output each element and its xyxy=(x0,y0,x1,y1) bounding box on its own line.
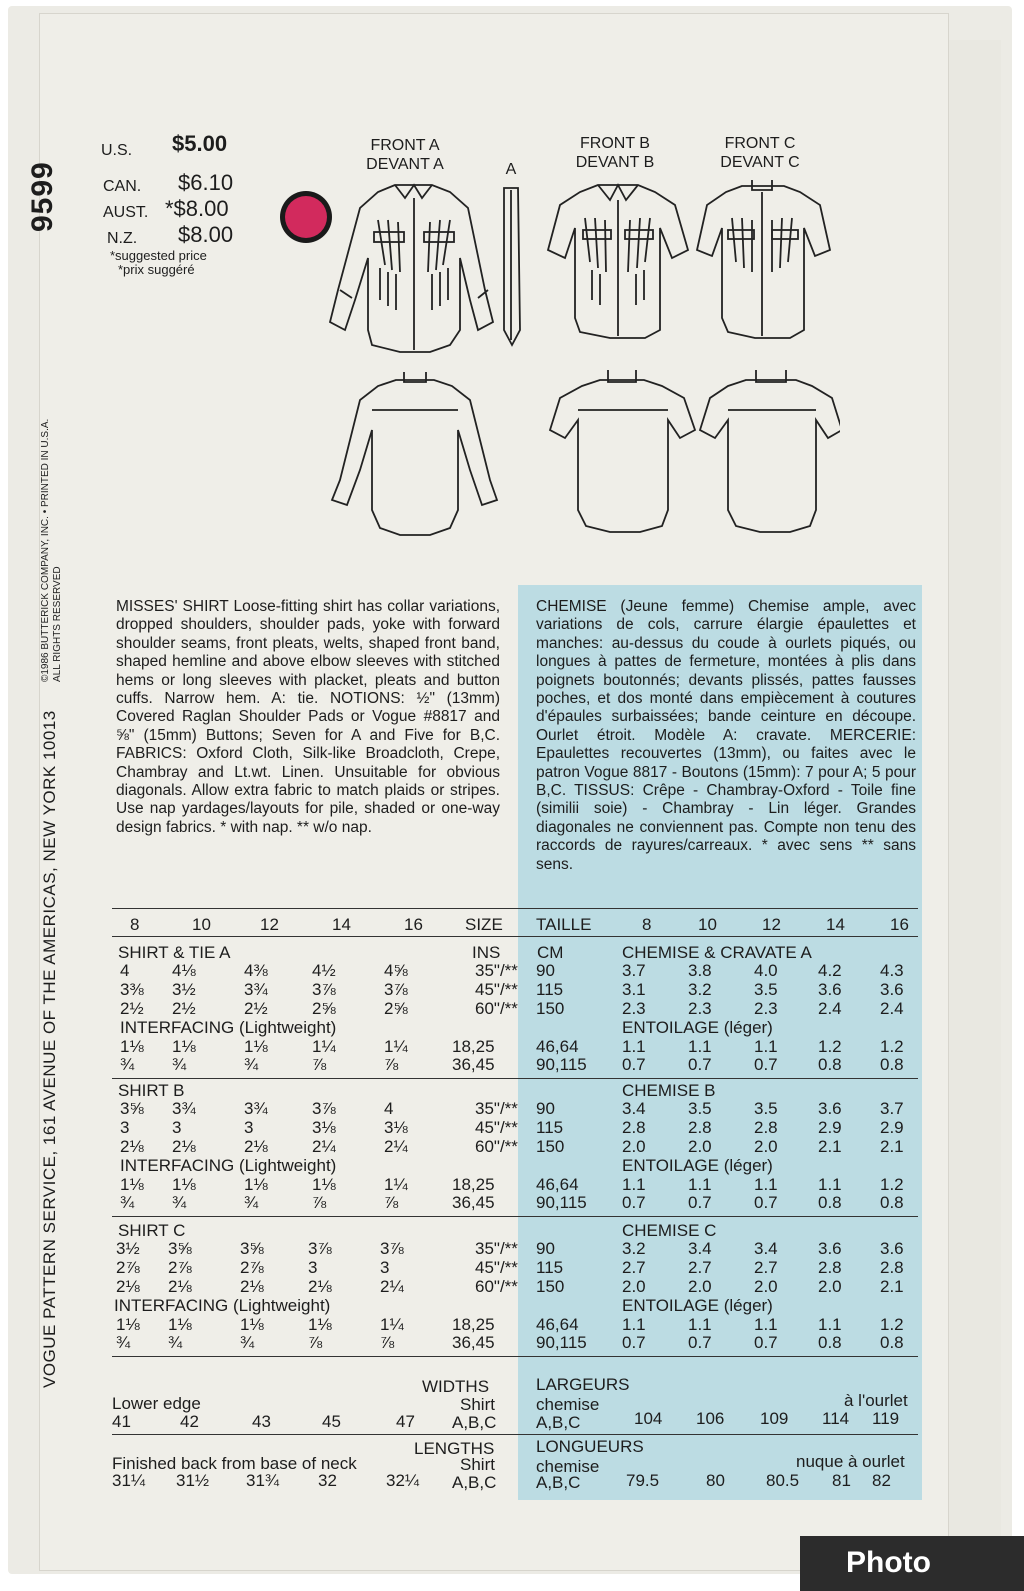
taille-label: TAILLE xyxy=(536,915,592,934)
interfacing-label: INTERFACING (Lightweight) xyxy=(120,1156,337,1175)
width-metric: 106 xyxy=(696,1409,725,1428)
tissus-label: TISSUS: xyxy=(574,782,635,800)
publisher-line: VOGUE PATTERN SERVICE, 161 AVENUE OF THE AMERICAS, NEW YORK 10013 xyxy=(40,710,59,1388)
fabric-width-cm: 150 xyxy=(536,1137,565,1156)
interfacing-value: 1⅛ xyxy=(120,1175,144,1194)
lengths-views: A,B,C xyxy=(452,1473,497,1492)
yardage-value: 3¾ xyxy=(172,1099,196,1118)
width-metric: 114 xyxy=(822,1409,850,1428)
yardage-value: 4⅜ xyxy=(244,961,268,980)
interfacing-width-cm: 90,115 xyxy=(536,1193,587,1212)
interfacing-value: ¾ xyxy=(116,1333,131,1352)
yardage-metric: 2.9 xyxy=(880,1118,904,1137)
fabric-width-cm: 90 xyxy=(536,1099,555,1118)
interfacing-metric: 0.8 xyxy=(818,1055,842,1074)
length-metric: 81 xyxy=(832,1471,851,1490)
interfacing-metric: 1.2 xyxy=(880,1037,904,1056)
fabric-width-cm: 90 xyxy=(536,961,555,980)
yardage-value: 3⅞ xyxy=(312,1099,336,1118)
interfacing-value: 1⅛ xyxy=(120,1037,144,1056)
interfacing-value: 1⅛ xyxy=(172,1037,196,1056)
interfacing-value: ¾ xyxy=(120,1055,135,1074)
yardage-metric: 3.7 xyxy=(880,1099,904,1118)
yardage-metric: 3.6 xyxy=(818,980,842,999)
interfacing-metric: 1.1 xyxy=(622,1175,646,1194)
interfacing-metric: 1.2 xyxy=(880,1315,904,1334)
fabric-width-cm: 115 xyxy=(536,980,564,999)
yardage-metric: 2.1 xyxy=(880,1137,904,1156)
width-value: 47 xyxy=(396,1412,415,1431)
interfacing-metric: 1.1 xyxy=(622,1037,646,1056)
fabric-width-in: 45"/** xyxy=(475,980,518,999)
yardage-metric: 2.4 xyxy=(818,999,842,1018)
yardage-metric: 3.1 xyxy=(622,980,646,999)
interfacing-metric: 1.1 xyxy=(818,1175,842,1194)
price-aust-label: AUST. xyxy=(103,204,149,221)
section-label-fr: CHEMISE C xyxy=(622,1221,717,1240)
interfacing-metric: 1.1 xyxy=(622,1315,646,1334)
notions-text: ½" (13mm) Covered Raglan Shoulder Pads or Vogue #8817 and ⅝" (15mm) Buttons; Seven for A and Five for B,C. xyxy=(116,690,501,744)
interfacing-metric: 1.1 xyxy=(754,1037,778,1056)
yardage-value: 3⅛ xyxy=(312,1118,336,1137)
yardage-value: 2⅛ xyxy=(120,1137,144,1156)
yardage-value: 3½ xyxy=(172,980,196,999)
yardage-metric: 2.8 xyxy=(754,1118,778,1137)
size-header-fr: 12 xyxy=(762,915,781,934)
interfacing-metric: 1.1 xyxy=(818,1315,842,1334)
interfacing-metric: 0.7 xyxy=(688,1333,712,1352)
interfacing-value: ¾ xyxy=(244,1055,259,1074)
interfacing-width-cm: 90,115 xyxy=(536,1333,587,1352)
lengths-views-fr: A,B,C xyxy=(536,1473,581,1492)
price-can-value: $6.10 xyxy=(178,170,234,195)
size-header-fr: 14 xyxy=(826,915,845,934)
yardage-metric: 2.1 xyxy=(818,1137,842,1156)
yardage-value: 3⅛ xyxy=(384,1118,408,1137)
interfacing-value: 1¼ xyxy=(380,1315,404,1334)
yardage-metric: 3.6 xyxy=(880,980,904,999)
longueurs-heading: LONGUEURS xyxy=(536,1437,644,1456)
yardage-metric: 3.7 xyxy=(622,961,646,980)
yardage-value: 3⅞ xyxy=(384,980,408,999)
finished-back-label: Finished back from base of neck xyxy=(112,1454,357,1473)
interfacing-value: 1⅛ xyxy=(116,1315,140,1334)
interfacing-width-in: 18,25 xyxy=(452,1037,495,1056)
yardage-value: 3¾ xyxy=(244,980,268,999)
yardage-value: 2⅝ xyxy=(312,999,336,1018)
yardage-value: 2½ xyxy=(244,999,268,1018)
length-metric: 80 xyxy=(706,1471,725,1490)
interfacing-metric: 1.2 xyxy=(818,1037,842,1056)
interfacing-label-fr: ENTOILAGE (léger) xyxy=(622,1156,773,1175)
interfacing-width-cm: 46,64 xyxy=(536,1037,579,1056)
yardage-metric: 2.3 xyxy=(622,999,646,1018)
interfacing-label-fr: ENTOILAGE (léger) xyxy=(622,1018,773,1037)
section-label-fr: CHEMISE & CRAVATE A xyxy=(622,943,812,962)
yardage-metric: 2.8 xyxy=(818,1258,842,1277)
interfacing-metric: 1.1 xyxy=(688,1315,712,1334)
width-metric: 109 xyxy=(760,1409,789,1428)
description-french xyxy=(536,598,916,874)
interfacing-metric: 1.1 xyxy=(688,1037,712,1056)
yardage-metric: 3.4 xyxy=(688,1239,712,1258)
yardage-metric: 2.0 xyxy=(622,1137,646,1156)
yardage-metric: 2.8 xyxy=(688,1118,712,1137)
yardage-value: 2⅞ xyxy=(116,1258,140,1277)
length-value: 31½ xyxy=(176,1471,210,1490)
interfacing-metric: 0.7 xyxy=(754,1055,778,1074)
size-header-fr: 8 xyxy=(642,915,652,934)
yardage-value: 3⅞ xyxy=(308,1239,332,1258)
length-value: 32¼ xyxy=(386,1471,420,1490)
price-can-label: CAN. xyxy=(103,178,142,195)
yardage-value: 3⅞ xyxy=(380,1239,404,1258)
yardage-value: 4½ xyxy=(312,961,336,980)
yardage-value: 4⅝ xyxy=(384,961,408,980)
yardage-value: 2⅛ xyxy=(308,1277,332,1296)
header-rule xyxy=(112,936,918,937)
yardage-metric: 2.1 xyxy=(880,1277,904,1296)
yardage-value: 3 xyxy=(120,1118,130,1137)
price-us-label: U.S. xyxy=(101,142,133,159)
yardage-metric: 3.6 xyxy=(880,1239,904,1258)
size-label: SIZE xyxy=(465,915,503,934)
yardage-metric: 2.0 xyxy=(818,1277,842,1296)
interfacing-metric: 1.2 xyxy=(880,1175,904,1194)
interfacing-width-cm: 90,115 xyxy=(536,1055,587,1074)
yardage-value: 3 xyxy=(308,1258,318,1277)
interfacing-width-in: 36,45 xyxy=(452,1055,495,1074)
yardage-metric: 2.4 xyxy=(880,999,904,1018)
fabric-width-in: 60"/** xyxy=(475,1137,518,1156)
cm-label: CM xyxy=(537,943,564,962)
interfacing-value: 1⅛ xyxy=(312,1175,336,1194)
front-b-shirt-drawing xyxy=(548,185,688,338)
back-a-shirt-drawing xyxy=(332,372,497,535)
section-label: SHIRT & TIE A xyxy=(118,943,231,962)
yardage-metric: 2.0 xyxy=(622,1277,646,1296)
interfacing-value: ⅞ xyxy=(312,1055,327,1074)
front-a-shirt-drawing xyxy=(330,185,493,352)
yardage-value: 3⅞ xyxy=(312,980,336,999)
yardage-value: 2½ xyxy=(172,999,196,1018)
interfacing-width-cm: 46,64 xyxy=(536,1175,579,1194)
yardage-metric: 2.0 xyxy=(688,1137,712,1156)
price-us-value: $5.00 xyxy=(172,131,228,156)
fabric-width-in: 35"/** xyxy=(475,961,518,980)
yardage-value: 3 xyxy=(380,1258,390,1277)
lengths-item: Shirt xyxy=(460,1455,495,1474)
interfacing-value: 1¼ xyxy=(384,1175,408,1194)
section-label: SHIRT B xyxy=(118,1081,185,1100)
interfacing-metric: 0.7 xyxy=(622,1055,646,1074)
interfacing-metric: 0.7 xyxy=(622,1193,646,1212)
description-fr-body: Chemise ample, avec variations de cols, carrure élargie épaulettes et manches: au-dessus du coude à ourlets piqués, ou longues à pattes de fermeture, montées à plis dans poignets boutonnés; devants plissés, pattes fausses poches, et dos monté dans empiècement à coutures d'épaules surbaissées; bande ceinture en découpe. Ourlet étroit. Modèle A: cravate. xyxy=(536,598,916,744)
width-metric: 104 xyxy=(634,1409,663,1428)
interfacing-metric: 0.8 xyxy=(818,1333,842,1352)
widths-rule xyxy=(112,1434,918,1435)
interfacing-metric: 0.7 xyxy=(754,1333,778,1352)
yardage-value: 3⅜ xyxy=(120,980,144,999)
copyright-line-1: ©1986 BUTTERICK COMPANY, INC. • PRINTED IN U.S.A. xyxy=(40,418,51,682)
copyright-line-2: ALL RIGHTS RESERVED xyxy=(52,566,63,682)
yardage-metric: 2.8 xyxy=(622,1118,646,1137)
front-c-title: FRONT C DEVANT C xyxy=(720,135,800,171)
yardage-metric: 3.6 xyxy=(818,1099,842,1118)
tissus-text: Crêpe - Chambray-Oxford - Toile fine (similii soie) - Chambray - Lin léger. Grandes diagonales ne conviennent pas. Compte non tenu des raccords de rayures/carreaux. * avec sens ** sans sens. xyxy=(536,782,916,873)
yardage-metric: 3.8 xyxy=(688,961,712,980)
interfacing-metric: 0.8 xyxy=(880,1333,904,1352)
section-rule xyxy=(112,1078,918,1079)
fabric-width-in: 35"/** xyxy=(475,1099,518,1118)
section-rule xyxy=(112,1356,918,1357)
interfacing-metric: 1.1 xyxy=(754,1175,778,1194)
width-value: 43 xyxy=(252,1412,271,1431)
back-c-shirt-drawing xyxy=(700,370,840,532)
size-header: 10 xyxy=(192,915,211,934)
largeurs-heading: LARGEURS xyxy=(536,1375,630,1394)
fabric-width-cm: 115 xyxy=(536,1258,564,1277)
interfacing-width-in: 18,25 xyxy=(452,1315,495,1334)
fabric-width-cm: 150 xyxy=(536,999,565,1018)
length-value: 31¾ xyxy=(246,1471,280,1490)
interfacing-value: ⅞ xyxy=(308,1333,323,1352)
interfacing-value: 1⅛ xyxy=(244,1037,268,1056)
size-header-fr: 10 xyxy=(698,915,717,934)
size-header: 16 xyxy=(404,915,423,934)
interfacing-value: 1⅛ xyxy=(172,1175,196,1194)
fabric-width-in: 60"/** xyxy=(475,1277,518,1296)
fabric-width-cm: 150 xyxy=(536,1277,565,1296)
table-top-rule xyxy=(112,908,918,909)
interfacing-metric: 0.7 xyxy=(622,1333,646,1352)
fabric-width-in: 60"/** xyxy=(475,999,518,1018)
fabrics-text: Oxford Cloth, Silk-like Broadcloth, Crepe, Chambray and Lt.wt. Linen. Unsuitable for obvious diagonals. Allow extra fabric to match plaids or stripes. Use nap yardages/layouts for pile, shaded or one-way design fabrics. * with nap. ** w/o nap. xyxy=(116,745,500,836)
width-value: 41 xyxy=(112,1412,131,1431)
price-nz-label: N.Z. xyxy=(107,230,138,247)
yardage-value: 2⅝ xyxy=(384,999,408,1018)
yardage-metric: 4.3 xyxy=(880,961,904,980)
yardage-value: 2⅛ xyxy=(244,1137,268,1156)
yardage-metric: 2.3 xyxy=(688,999,712,1018)
fabrics-label: FABRICS: xyxy=(116,745,187,763)
interfacing-width-in: 36,45 xyxy=(452,1333,495,1352)
front-b-title: FRONT B DEVANT B xyxy=(575,135,655,171)
tie-a-label: A xyxy=(505,161,517,178)
yardage-value: 2⅛ xyxy=(172,1137,196,1156)
yardage-metric: 2.0 xyxy=(754,1277,778,1296)
section-label-fr: CHEMISE B xyxy=(622,1081,716,1100)
yardage-metric: 3.5 xyxy=(754,980,778,999)
yardage-metric: 2.7 xyxy=(622,1258,646,1277)
interfacing-width-in: 18,25 xyxy=(452,1175,495,1194)
mercerie-text: Epaulettes recouvertes (13mm), ou faites avec le patron Vogue 8817 - Boutons (15mm): 7 pour A; 5 pour B,C. xyxy=(536,745,916,800)
yardage-metric: 2.8 xyxy=(880,1258,904,1277)
interfacing-value: ⅞ xyxy=(312,1193,327,1212)
yardage-value: 3⅝ xyxy=(168,1239,192,1258)
width-metric: 119 xyxy=(872,1409,900,1428)
description-fr-title: CHEMISE (Jeune femme) xyxy=(536,598,735,615)
interfacing-width-in: 36,45 xyxy=(452,1193,495,1212)
yardage-metric: 3.4 xyxy=(754,1239,778,1258)
front-a-title: FRONT A DEVANT A xyxy=(366,137,444,173)
interfacing-metric: 0.7 xyxy=(754,1193,778,1212)
interfacing-metric: 0.8 xyxy=(880,1055,904,1074)
interfacing-value: 1⅛ xyxy=(244,1175,268,1194)
garment-illustrations xyxy=(320,175,840,545)
yardage-metric: 4.2 xyxy=(818,961,842,980)
photo-badge: Photo xyxy=(800,1536,1024,1591)
widths-heading: WIDTHS xyxy=(422,1377,490,1396)
yardage-value: 3 xyxy=(244,1118,254,1137)
front-c-shirt-drawing xyxy=(697,180,830,338)
width-value: 45 xyxy=(322,1412,341,1431)
suggested-price-note: *suggested price xyxy=(110,248,207,263)
interfacing-label: INTERFACING (Lightweight) xyxy=(114,1296,331,1315)
interfacing-value: ¾ xyxy=(172,1055,187,1074)
interfacing-metric: 1.1 xyxy=(688,1175,712,1194)
length-value: 31¼ xyxy=(112,1471,146,1490)
yardage-value: 3⅝ xyxy=(120,1099,144,1118)
yardage-metric: 3.5 xyxy=(688,1099,712,1118)
interfacing-value: ¾ xyxy=(244,1193,259,1212)
interfacing-value: ¾ xyxy=(120,1193,135,1212)
interfacing-metric: 0.8 xyxy=(818,1193,842,1212)
yardage-value: 4 xyxy=(120,961,130,980)
interfacing-metric: 1.1 xyxy=(754,1315,778,1334)
back-b-shirt-drawing xyxy=(550,370,695,532)
yardage-value: 3½ xyxy=(116,1239,140,1258)
yardage-value: 2⅞ xyxy=(240,1258,264,1277)
yardage-metric: 2.3 xyxy=(754,999,778,1018)
yardage-value: 4 xyxy=(384,1099,394,1118)
fabric-width-cm: 115 xyxy=(536,1118,564,1137)
size-header-fr: 16 xyxy=(890,915,909,934)
yardage-value: 3⅝ xyxy=(240,1239,264,1258)
interfacing-value: 1⅛ xyxy=(168,1315,192,1334)
interfacing-value: ¾ xyxy=(240,1333,255,1352)
fabric-width-cm: 90 xyxy=(536,1239,555,1258)
interfacing-label-fr: ENTOILAGE (léger) xyxy=(622,1296,773,1315)
interfacing-value: 1⅛ xyxy=(308,1315,332,1334)
fabric-width-in: 45"/** xyxy=(475,1258,518,1277)
yardage-metric: 3.5 xyxy=(754,1099,778,1118)
tie-drawing xyxy=(504,188,520,345)
yardage-metric: 3.6 xyxy=(818,1239,842,1258)
size-header: 14 xyxy=(332,915,351,934)
prix-suggere-note: *prix suggéré xyxy=(118,262,195,277)
yardage-metric: 3.4 xyxy=(622,1099,646,1118)
price-aust-value: *$8.00 xyxy=(165,196,229,221)
notions-label: NOTIONS: xyxy=(329,690,405,708)
interfacing-value: ¾ xyxy=(168,1333,183,1352)
yardage-metric: 3.2 xyxy=(622,1239,646,1258)
mercerie-label: MERCERIE: xyxy=(829,726,917,744)
yardage-metric: 2.0 xyxy=(688,1277,712,1296)
interfacing-width-cm: 46,64 xyxy=(536,1315,579,1334)
a-l-ourlet-label: à l'ourlet xyxy=(844,1391,908,1410)
nuque-label: nuque à ourlet xyxy=(796,1452,905,1471)
lengths-heading: LENGTHS xyxy=(414,1439,495,1458)
yardage-metric: 2.0 xyxy=(754,1137,778,1156)
yardage-value: 2⅞ xyxy=(168,1258,192,1277)
widths-item: Shirt xyxy=(460,1395,495,1414)
yardage-metric: 2.7 xyxy=(688,1258,712,1277)
length-value: 32 xyxy=(318,1471,337,1490)
yardage-value: 3¾ xyxy=(244,1099,268,1118)
yardage-value: 3 xyxy=(172,1118,182,1137)
interfacing-label: INTERFACING (Lightweight) xyxy=(120,1018,337,1037)
widths-item-fr: chemise xyxy=(536,1395,600,1414)
yardage-metric: 2.9 xyxy=(818,1118,842,1137)
interfacing-value: ⅞ xyxy=(380,1333,395,1352)
yardage-metric: 4.0 xyxy=(754,961,778,980)
yardage-value: 2¼ xyxy=(312,1137,336,1156)
size-header: 8 xyxy=(130,915,140,934)
fabric-width-in: 35"/** xyxy=(475,1239,518,1258)
interfacing-value: 1¼ xyxy=(312,1037,336,1056)
lower-edge-label: Lower edge xyxy=(112,1394,201,1413)
yardage-value: 2⅛ xyxy=(240,1277,264,1296)
size-header: 12 xyxy=(260,915,279,934)
widths-views: A,B,C xyxy=(452,1413,497,1432)
yardage-value: 4⅛ xyxy=(172,961,196,980)
length-metric: 82 xyxy=(872,1471,891,1490)
yardage-value: 2¼ xyxy=(384,1137,408,1156)
pattern-number: 9599 xyxy=(26,161,59,232)
price-nz-value: $8.00 xyxy=(178,222,234,247)
widths-views-fr: A,B,C xyxy=(536,1413,581,1432)
yardage-value: 2¼ xyxy=(380,1277,404,1296)
yardage-value: 2⅛ xyxy=(116,1277,140,1296)
ins-label: INS xyxy=(472,943,501,962)
yardage-value: 2⅛ xyxy=(168,1277,192,1296)
lengths-item-fr: chemise xyxy=(536,1457,600,1476)
section-rule xyxy=(112,1216,918,1217)
yardage-metric: 3.2 xyxy=(688,980,712,999)
yardage-metric: 2.7 xyxy=(754,1258,778,1277)
width-value: 42 xyxy=(180,1412,199,1431)
interfacing-value: 1⅛ xyxy=(240,1315,264,1334)
interfacing-metric: 0.7 xyxy=(688,1193,712,1212)
interfacing-value: 1¼ xyxy=(384,1037,408,1056)
length-metric: 79.5 xyxy=(626,1471,660,1490)
description-en-body: Loose-fitting shirt has collar variations, dropped shoulders, shoulder pads, yoke with forward shoulder seams, front pleats, welts, shaped front band, shaped hemline and above elbow sleeves with stitched hems or long sleeves with placket, pleats and button cuffs. Narrow hem. A: tie. xyxy=(116,598,501,708)
length-metric: 80.5 xyxy=(766,1471,800,1490)
interfacing-value: ⅞ xyxy=(384,1055,399,1074)
yardage-value: 2½ xyxy=(120,999,144,1018)
description-en-title: MISSES' SHIRT xyxy=(116,598,229,615)
interfacing-metric: 0.7 xyxy=(688,1055,712,1074)
interfacing-metric: 0.8 xyxy=(880,1193,904,1212)
interfacing-value: ⅞ xyxy=(384,1193,399,1212)
interfacing-value: ¾ xyxy=(172,1193,187,1212)
fabric-width-in: 45"/** xyxy=(475,1118,518,1137)
section-label: SHIRT C xyxy=(118,1221,186,1240)
description-english xyxy=(116,598,500,837)
